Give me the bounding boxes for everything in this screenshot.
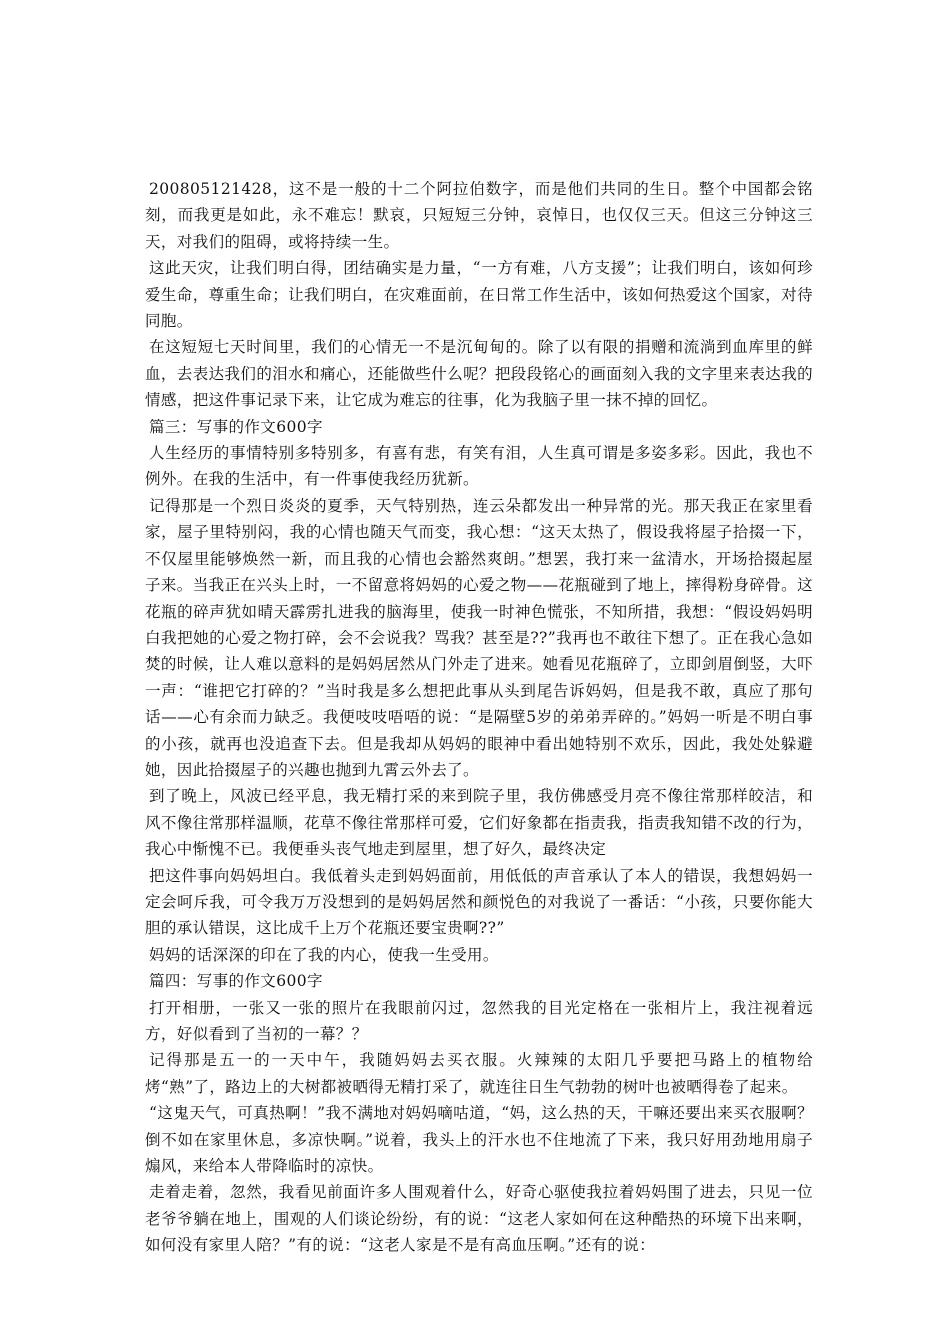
paragraph-date-intro: 200805121428，这不是一般的十二个阿拉伯数字，而是他们共同的生日。整个中国都会铭刻，而我更是如此，永不难忘！默哀，只短短三分钟，哀悼日，也仅仅三天。但这三分钟这三天，对我们的阻碍，或将持续一生。 [145,180,813,251]
paragraph-crowd: 走着走着，忽然，我看见前面许多人围观着什么，好奇心驱使我拉着妈妈围了进去，只见一位老爷爷躺在地上，围观的人们谈论纷纷，有的说：“这老人家如何在这种酷热的环境下出来啊，如何没有家里人陪？”有的说：“这老人家是不是有高血压啊。”还有的说： [145,1183,813,1255]
paragraph-disaster-lessons: 这此天灾，让我们明白得，团结确实是力量，“一方有难，八方支援”；让我们明白，该如何珍爱生命，尊重生命；让我们明白，在灾难面前，在日常工作生活中，该如何热爱这个国家，对待同胞。 [145,259,813,331]
section-heading-part-three: 篇三：写事的作文600字 [149,417,323,436]
paragraph-life-experience: 人生经历的事情特别多特别多，有喜有悲，有笑有泪，人生真可谓是多姿多彩。因此，我也不例外。在我的生活中，有一件事使我经历犹新。 [145,444,813,489]
paragraph-photo-album: 打开相册，一张又一张的照片在我眼前闪过，忽然我的目光定格在一张相片上，我注视着远方，好似看到了当初的一幕？？ [145,998,813,1043]
section-heading-part-four: 篇四：写事的作文600字 [149,972,323,991]
paragraph-hot-weather: “这鬼天气，可真热啊！”我不满地对妈妈嘀咕道，“妈，这么热的天，干嘛还要出来买衣服啊？倒不如在家里休息，多凉快啊。”说着，我头上的汗水也不住地流了下来，我只好用劲地用扇子煽风，来给本人带降临时的凉快。 [145,1104,813,1176]
paragraph-may-day: 记得那是五一的一天中午，我随妈妈去买衣服。火辣辣的太阳几乎要把马路上的植物给烤“熟”了，路边上的大树都被晒得无精打采了，就连往日生气勃勃的树叶也被晒得卷了起来。 [145,1051,813,1096]
document-body [145,176,813,1259]
paragraph-mother-words: 妈妈的话深深的印在了我的内心，使我一生受用。 [149,945,499,964]
paragraph-broken-vase: 记得那是一个烈日炎炎的夏季，天气特别热，连云朵都发出一种异常的光。那天我正在家里看家，屋子里特别闷，我的心情也随天气而变，我心想：“这天太热了，假设我将屋子拾掇一下，不仅屋里能够焕然一新，而且我的心情也会豁然爽朗。”想罢，我打来一盆清水，开场拾掇起屋子来。当我正在兴头上时，一不留意将妈妈的心爱之物——花瓶碰到了地上，摔得粉身碎骨。这花瓶的碎声犹如晴天霹雳扎进我的脑海里，使我一时神色慌张，不知所措，我想：“假设妈妈明白我把她的心爱之物打碎，会不会说我？骂我？甚至是??”我再也不敢往下想了。正在我心急如焚的时候，让人难以意料的是妈妈居然从门外走了进来。她看见花瓶碎了，立即剑眉倒竖，大吓一声：“谁把它打碎的？”当时我是多么想把此事从头到尾告诉妈妈，但是我不敢，真应了那句话——心有余而力缺乏。我便吱吱唔唔的说：“是隔壁5岁的弟弟弄碎的。”妈妈一听是不明白事的小孩，就再也没追查下去。但是我却从妈妈的眼神中看出她特别不欢乐，因此，我处处躲避她，因此拾掇屋子的兴趣也抛到九霄云外去了。 [145,496,813,779]
paragraph-confession: 把这件事向妈妈坦白。我低着头走到妈妈面前，用低低的声音承认了本人的错误，我想妈妈一定会呵斥我，可令我万万没想到的是妈妈居然和颜悦色的对我说了一番话：“小孩，只要你能大胆的承认错误，这比成千上万个花瓶还要宝贵啊??” [145,866,813,938]
paragraph-seven-days: 在这短短七天时间里，我们的心情无一不是沉甸甸的。除了以有限的捐赠和流淌到血库里的鲜血，去表达我们的泪水和痛心，还能做些什么呢？把段段铭心的画面刻入我的文字里来表达我的情感，把这件事记录下来，让它成为难忘的往事，化为我脑子里一抹不掉的回忆。 [145,338,813,410]
paragraph-evening: 到了晚上，风波已经平息，我无精打采的来到院子里，我仿佛感受月亮不像往常那样皎洁，和风不像往常那样温顺，花草不像往常那样可爱，它们好象都在指责我，指责我知错不改的行为，我心中惭愧不已。我便垂头丧气地走到屋里，想了好久，最终决定 [145,787,813,859]
